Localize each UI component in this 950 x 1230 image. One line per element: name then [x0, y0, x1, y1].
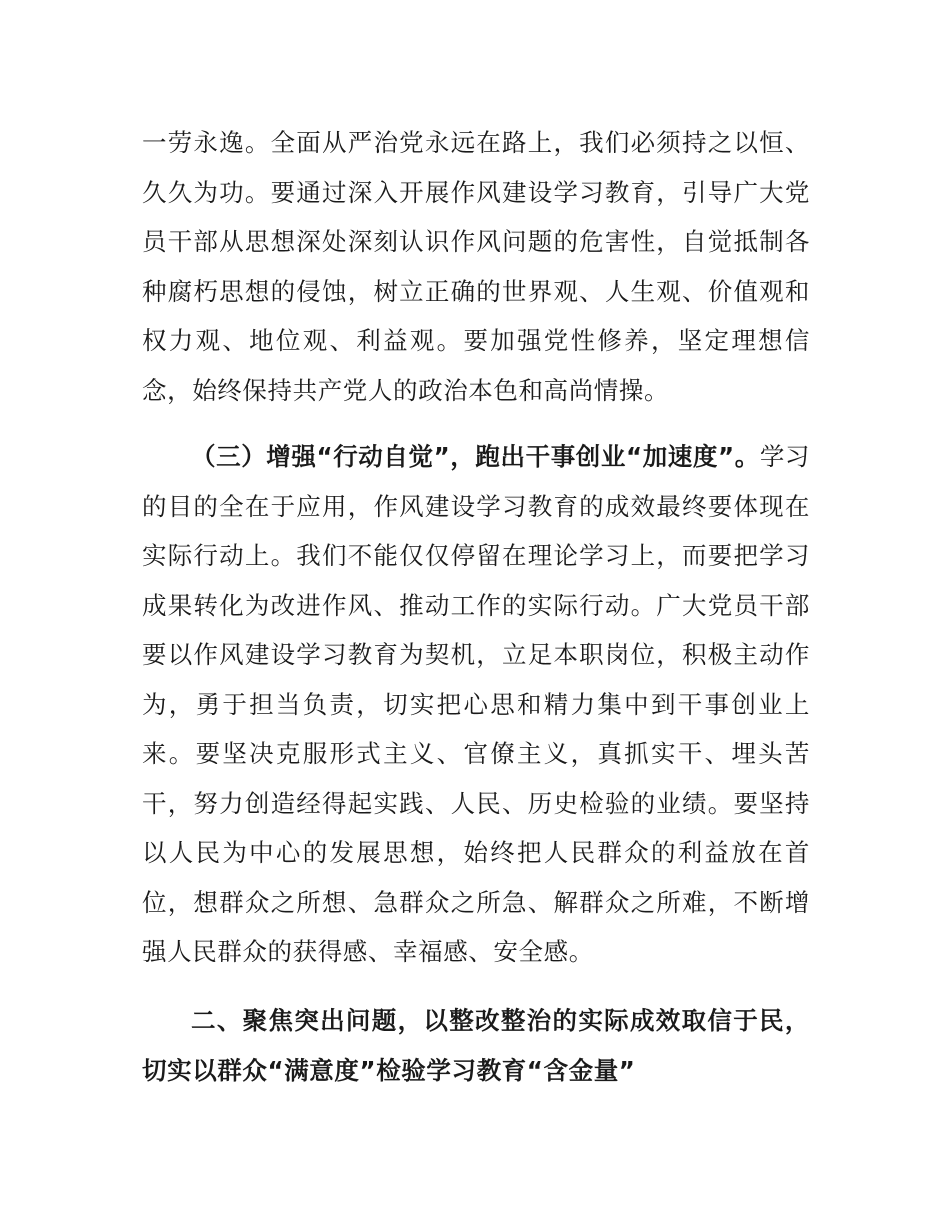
- section-paragraph-three: [142, 432, 810, 977]
- section-three-body-text: 学习的目的全在于应用，作风建设学习教育的成效最终要体现在实际行动上。我们不能仅仅停留在理论学习上，而要把学习成果转化为改进作风、推动工作的实际行动。广大党员干部要以作风建设学习教育为契机，立足本职岗位，积极主动作为，勇于担当负责，切实把心思和精力集中到干事创业上来。要坚决克服形式主义、官僚主义，真抓实干、埋头苦干，努力创造经得起实践、人民、历史检验的业绩。要坚持以人民为中心的发展思想，始终把人民群众的利益放在首位，想群众之所想、急群众之所急、解群众之所难，不断增强人民群众的获得感、幸福感、安全感。: [142, 442, 811, 966]
- body-paragraph-continuation: 一劳永逸。全面从严治党永远在路上，我们必须持之以恒、久久为功。要通过深入开展作风建设学习教育，引导广大党员干部从思想深处深刻认识作风问题的危害性，自觉抵制各种腐朽思想的侵蚀，树立正确的世界观、人生观、价值观和权力观、地位观、利益观。要加强党性修养，坚定理想信念，始终保持共产党人的政治本色和高尚情操。: [142, 128, 810, 405]
- subsection-heading-three: （三）增强“行动自觉”，跑出干事创业“加速度”。: [191, 442, 760, 471]
- section-heading-two: 二、聚焦突出问题，以整改整治的实际成效取信于民，切实以群众“满意度”检验学习教育“含金量”: [142, 1006, 810, 1085]
